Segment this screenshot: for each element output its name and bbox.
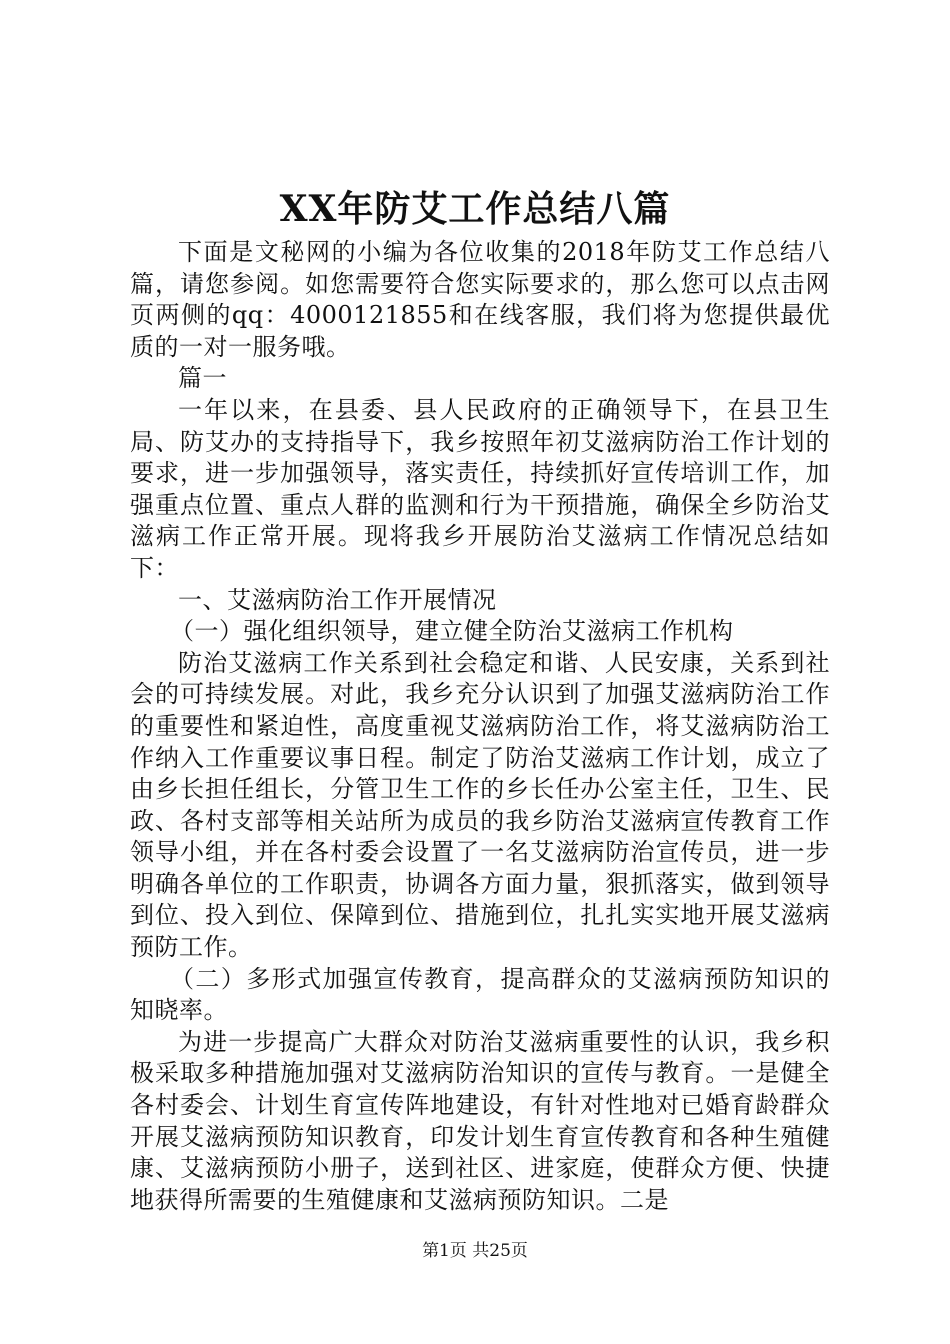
body-paragraph: 防治艾滋病工作关系到社会稳定和谐、人民安康，关系到社会的可持续发展。对此，我乡充分认识到了加强艾滋病防治工作的重要性和紧迫性，高度重视艾滋病防治工作，将艾滋病防治工作纳入工作重要议事日程。制定了防治艾滋病工作计划，成立了由乡长担任组长，分管卫生工作的乡长任办公室主任，卫生、民政、各村支部等相关站所为成员的我乡防治艾滋病宣传教育工作领导小组，并在各村委会设置了一名艾滋病防治宣传员，进一步明确各单位的工作职责，协调各方面力量，狠抓落实，做到领导到位、投入到位、保障到位、措施到位，扎扎实实地开展艾滋病预防工作。 xyxy=(130,648,830,962)
body-paragraph: 为进一步提高广大群众对防治艾滋病重要性的认识，我乡积极采取多种措施加强对艾滋病防治知识的宣传与教育。一是健全各村委会、计划生育宣传阵地建设，有针对性地对已婚育龄群众开展艾滋病预防知识教育，印发计划生育宣传教育和各种生殖健康、艾滋病预防小册子，送到社区、进家庭，使群众方便、快捷地获得所需要的生殖健康和艾滋病预防知识。二是 xyxy=(130,1027,830,1214)
document-body xyxy=(130,237,830,1216)
body-paragraph: 一年以来，在县委、县人民政府的正确领导下，在县卫生局、防艾办的支持指导下，我乡按照年初艾滋病防治工作计划的要求，进一步加强领导，落实责任，持续抓好宣传培训工作，加强重点位置、重点人群的监测和行为干预措施，确保全乡防治艾滋病工作正常开展。现将我乡开展防治艾滋病工作情况总结如下： xyxy=(130,395,830,582)
section-label: 篇一 xyxy=(178,364,227,393)
document-title: XX年防艾工作总结八篇 xyxy=(279,188,671,230)
intro-paragraph: 下面是文秘网的小编为各位收集的2018年防艾工作总结八篇，请您参阅。如您需要符合您实际要求的，那么您可以点击网页两侧的qq：4000121855和在线客服，我们将为您提供最优质的一对一服务哦。 xyxy=(130,238,830,361)
page-number-footer: 第1页 共25页 xyxy=(422,1241,528,1261)
section-heading: 一、艾滋病防治工作开展情况 xyxy=(178,585,497,614)
subsection-heading: （二）多形式加强宣传教育，提高群众的艾滋病预防知识的知晓率。 xyxy=(130,964,830,1025)
subsection-heading: （一）强化组织领导，建立健全防治艾滋病工作机构 xyxy=(170,617,734,646)
